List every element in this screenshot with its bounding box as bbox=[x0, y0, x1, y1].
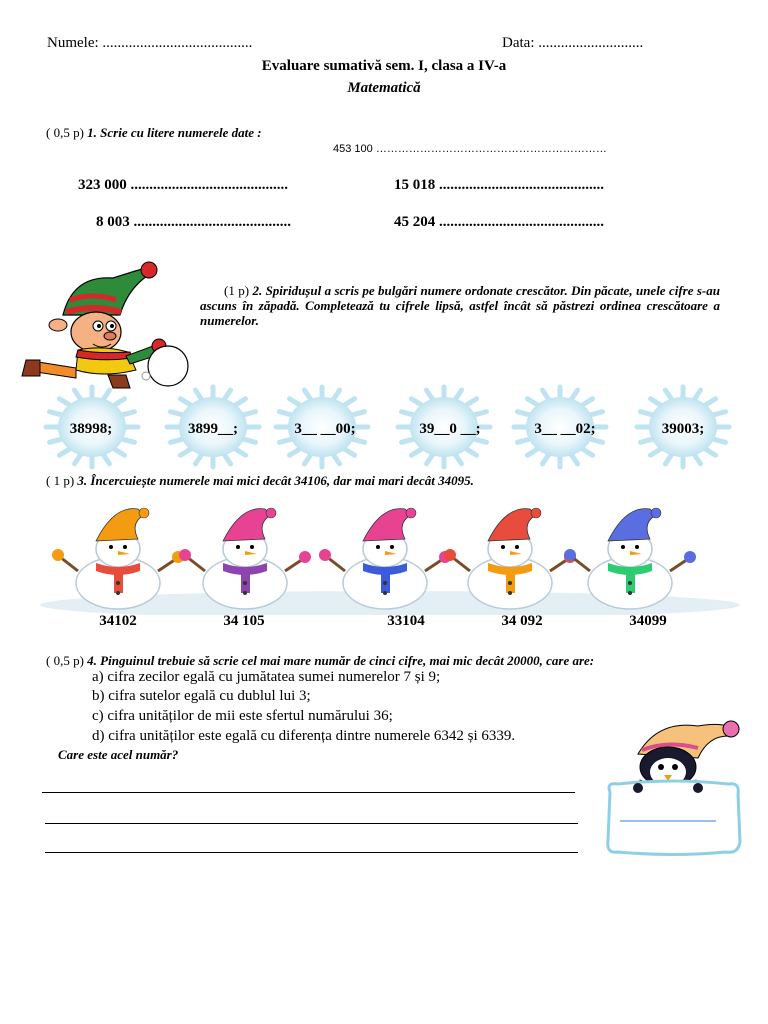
task4-question: Care este acel număr? bbox=[58, 747, 179, 762]
task3-text: 3. Încercuiește numerele mai mici decât 34106, dar mai mari decât 34095. bbox=[77, 473, 474, 488]
task1-heading bbox=[46, 125, 262, 141]
page-subject: Matematică bbox=[347, 80, 421, 96]
snowball-number-2[interactable]: 3899__; bbox=[188, 421, 238, 437]
task4-item-c: c) cifra unităților de mii este sfertul numărului 36; bbox=[92, 708, 393, 724]
task1-item-3 bbox=[96, 214, 291, 231]
task1-item-number: 8 003 bbox=[96, 214, 130, 230]
task4-heading bbox=[46, 653, 594, 669]
snowman-number-3[interactable]: 33104 bbox=[387, 613, 425, 629]
task1-item-1 bbox=[78, 177, 288, 194]
date-field-row bbox=[502, 35, 643, 52]
task1-item-dots[interactable]: ............................................ bbox=[439, 214, 604, 230]
task2-heading bbox=[200, 283, 720, 328]
task1-points: ( 0,5 p) bbox=[46, 125, 84, 140]
task1-item-2 bbox=[394, 177, 604, 194]
snowman-number-1[interactable]: 34102 bbox=[99, 613, 137, 629]
task1-item-dots[interactable]: .......................................... bbox=[130, 177, 288, 193]
task1-item-number: 45 204 bbox=[394, 214, 436, 230]
snowman-number-4[interactable]: 34 092 bbox=[501, 613, 543, 629]
task2-points: (1 p) bbox=[224, 283, 250, 298]
task4-item-a: a) cifra zecilor egală cu jumătatea sumei numerelor 7 și 9; bbox=[92, 669, 441, 685]
snowball-number-6: 39003; bbox=[661, 421, 705, 437]
task1-text: 1. Scrie cu litere numerele date : bbox=[87, 125, 262, 140]
task1-item-number: 15 018 bbox=[394, 177, 436, 193]
snowball-number-4[interactable]: 39__0 __; bbox=[419, 421, 481, 437]
task1-item-dots[interactable]: .......................................... bbox=[133, 214, 291, 230]
snowman bbox=[52, 508, 184, 609]
task4-item-d: d) cifra unităților este egală cu diferența dintre numerele 6342 și 6339. bbox=[92, 728, 516, 744]
snowball-number-1: 38998; bbox=[69, 421, 113, 437]
page-title: Evaluare sumativă sem. I, clasa a IV-a bbox=[261, 58, 507, 74]
name-label: Numele: bbox=[47, 35, 99, 51]
task1-item-dots[interactable]: ............................................ bbox=[439, 177, 604, 193]
task2-text: 2. Spiridușul a scris pe bulgări numere ordonate crescător. Din păcate, unele cifre s-au ascuns în zăpadă. Completează tu cifrele lipsă, astfel încât să păstrezi ordinea crescătoare a numerelor. bbox=[200, 283, 720, 328]
snowman-number-2[interactable]: 34 105 bbox=[223, 613, 265, 629]
snowman-number-5[interactable]: 34099 bbox=[629, 613, 667, 629]
snowball-number-5[interactable]: 3__ __02; bbox=[534, 421, 596, 437]
snowmen-illustration bbox=[40, 505, 740, 615]
task1-example: 453 100 ……………………………………………………… bbox=[333, 143, 607, 155]
task4-points: ( 0,5 p) bbox=[46, 653, 84, 668]
answer-line-2[interactable] bbox=[45, 823, 578, 824]
snowball-number-3[interactable]: 3__ __00; bbox=[294, 421, 356, 437]
name-dots[interactable]: ........................................ bbox=[102, 35, 253, 51]
task1-item-number: 323 000 bbox=[78, 177, 127, 193]
date-label: Data: bbox=[502, 35, 535, 51]
task1-item-4 bbox=[394, 214, 604, 231]
task3-points: ( 1 p) bbox=[46, 473, 75, 488]
penguin-illustration bbox=[598, 712, 748, 862]
task4-text: 4. Pinguinul trebuie să scrie cel mai mare număr de cinci cifre, mai mic decât 20000, care are: bbox=[87, 653, 595, 668]
answer-line-1[interactable] bbox=[42, 792, 575, 793]
task4-item-b: b) cifra sutelor egală cu dublul lui 3; bbox=[92, 688, 311, 704]
answer-line-3[interactable] bbox=[45, 852, 578, 853]
name-field-row bbox=[47, 35, 252, 52]
date-dots[interactable]: ............................ bbox=[538, 35, 644, 51]
elf-illustration bbox=[18, 260, 193, 395]
task3-heading bbox=[46, 473, 474, 489]
